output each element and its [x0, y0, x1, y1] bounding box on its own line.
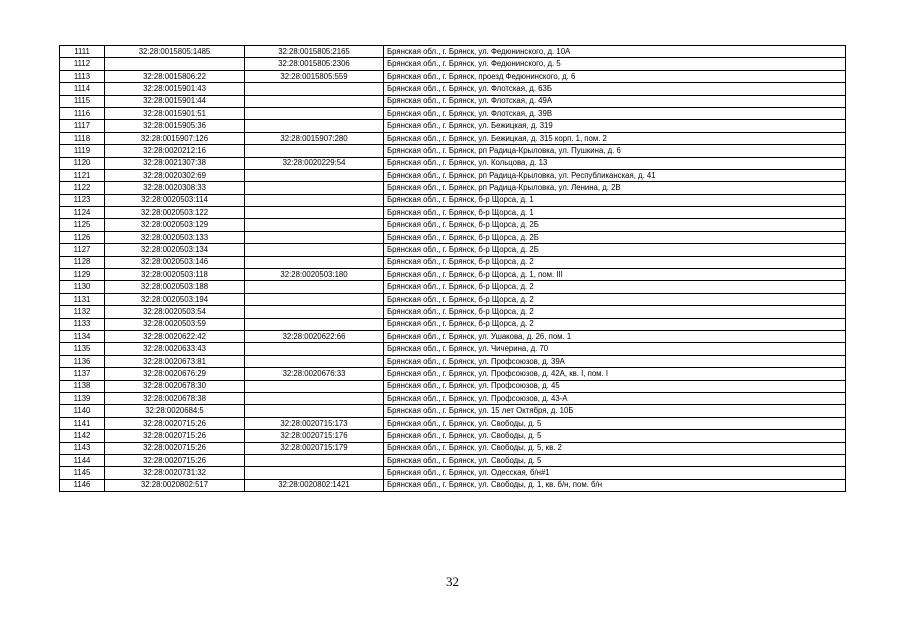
- premises-cadastral-number-cell: 32:28:0020622:66: [245, 330, 384, 342]
- row-number-cell: 1135: [60, 343, 105, 355]
- address-cell: Брянская обл., г. Брянск, б-р Щорса, д. 2: [384, 306, 846, 318]
- premises-cadastral-number-cell: [245, 120, 384, 132]
- address-cell: Брянская обл., г. Брянск, ул. Федюнинского, д. 10А: [384, 46, 846, 58]
- cadastral-number-cell: 32:28:0020802:517: [105, 479, 245, 491]
- row-number-cell: 1136: [60, 355, 105, 367]
- premises-cadastral-number-cell: [245, 454, 384, 466]
- cadastral-number-cell: 32:28:0015901:44: [105, 95, 245, 107]
- row-number-cell: 1139: [60, 392, 105, 404]
- cadastral-number-cell: 32:28:0015907:126: [105, 132, 245, 144]
- table-row: [60, 293, 846, 305]
- address-cell: Брянская обл., г. Брянск, ул. Свободы, д. 5: [384, 430, 846, 442]
- address-cell: Брянская обл., г. Брянск, ул. Профсоюзов, д. 42А, кв. I, пом. I: [384, 368, 846, 380]
- row-number-cell: 1119: [60, 145, 105, 157]
- address-cell: Брянская обл., г. Брянск, ул. Федюнинского, д. 5: [384, 58, 846, 70]
- premises-cadastral-number-cell: 32:28:0020715:173: [245, 417, 384, 429]
- cadastral-number-cell: 32:28:0020678:38: [105, 392, 245, 404]
- cadastral-number-cell: 32:28:0015901:43: [105, 83, 245, 95]
- address-cell: Брянская обл., г. Брянск, ул. Ушакова, д. 26, пом. 1: [384, 330, 846, 342]
- table-row: [60, 58, 846, 70]
- premises-cadastral-number-cell: 32:28:0020715:176: [245, 430, 384, 442]
- premises-cadastral-number-cell: [245, 207, 384, 219]
- row-number-cell: 1125: [60, 219, 105, 231]
- address-cell: Брянская обл., г. Брянск, ул. 15 лет Октября, д. 10Б: [384, 405, 846, 417]
- table-row: [60, 207, 846, 219]
- table-row: [60, 355, 846, 367]
- address-cell: Брянская обл., г. Брянск, ул. Бежицкая, д. 319: [384, 120, 846, 132]
- row-number-cell: 1129: [60, 269, 105, 281]
- cadastral-number-cell: 32:28:0020715:26: [105, 417, 245, 429]
- cadastral-number-cell: 32:28:0020503:194: [105, 293, 245, 305]
- row-number-cell: 1134: [60, 330, 105, 342]
- address-cell: Брянская обл., г. Брянск, ул. Свободы, д. 5, кв. 2: [384, 442, 846, 454]
- address-cell: Брянская обл., г. Брянск, ул. Свободы, д. 5: [384, 454, 846, 466]
- property-table: [59, 45, 846, 492]
- premises-cadastral-number-cell: [245, 318, 384, 330]
- address-cell: Брянская обл., г. Брянск, рп Радица-Крыловка, ул. Республиканская, д. 41: [384, 169, 846, 181]
- table-row: [60, 256, 846, 268]
- property-table-body: [60, 46, 846, 492]
- table-row: [60, 368, 846, 380]
- table-row: [60, 244, 846, 256]
- address-cell: Брянская обл., г. Брянск, ул. Бежицкая, д. 315 корп. 1, пом. 2: [384, 132, 846, 144]
- address-cell: Брянская обл., г. Брянск, б-р Щорса, д. 1, пом. III: [384, 269, 846, 281]
- premises-cadastral-number-cell: [245, 231, 384, 243]
- table-row: [60, 194, 846, 206]
- cadastral-number-cell: 32:28:0021307:38: [105, 157, 245, 169]
- row-number-cell: 1141: [60, 417, 105, 429]
- table-row: [60, 46, 846, 58]
- table-row: [60, 430, 846, 442]
- table-row: [60, 306, 846, 318]
- address-cell: Брянская обл., г. Брянск, ул. Профсоюзов, д. 45: [384, 380, 846, 392]
- cadastral-number-cell: 32:28:0020633:43: [105, 343, 245, 355]
- cadastral-number-cell: 32:28:0020715:26: [105, 454, 245, 466]
- row-number-cell: 1123: [60, 194, 105, 206]
- address-cell: Брянская обл., г. Брянск, ул. Одесская, б/н#1: [384, 467, 846, 479]
- row-number-cell: 1130: [60, 281, 105, 293]
- table-row: [60, 318, 846, 330]
- row-number-cell: 1133: [60, 318, 105, 330]
- address-cell: Брянская обл., г. Брянск, б-р Щорса, д. 1: [384, 207, 846, 219]
- table-row: [60, 269, 846, 281]
- address-cell: Брянская обл., г. Брянск, б-р Щорса, д. 2: [384, 281, 846, 293]
- row-number-cell: 1138: [60, 380, 105, 392]
- table-row: [60, 442, 846, 454]
- address-cell: Брянская обл., г. Брянск, рп Радица-Крыловка, ул. Пушкина, д. 6: [384, 145, 846, 157]
- premises-cadastral-number-cell: [245, 169, 384, 181]
- row-number-cell: 1117: [60, 120, 105, 132]
- row-number-cell: 1111: [60, 46, 105, 58]
- premises-cadastral-number-cell: [245, 405, 384, 417]
- address-cell: Брянская обл., г. Брянск, рп Радица-Крыловка, ул. Ленина, д. 2В: [384, 182, 846, 194]
- cadastral-number-cell: 32:28:0020308:33: [105, 182, 245, 194]
- table-row: [60, 343, 846, 355]
- table-row: [60, 83, 846, 95]
- address-cell: Брянская обл., г. Брянск, б-р Щорса, д. 2Б: [384, 244, 846, 256]
- page-number: 32: [446, 574, 459, 589]
- row-number-cell: 1122: [60, 182, 105, 194]
- table-row: [60, 392, 846, 404]
- table-row: [60, 182, 846, 194]
- premises-cadastral-number-cell: [245, 467, 384, 479]
- premises-cadastral-number-cell: [245, 380, 384, 392]
- address-cell: Брянская обл., г. Брянск, ул. Профсоюзов, д. 39А: [384, 355, 846, 367]
- address-cell: Брянская обл., г. Брянск, б-р Щорса, д. 2: [384, 293, 846, 305]
- cadastral-number-cell: 32:28:0015901:51: [105, 107, 245, 119]
- row-number-cell: 1144: [60, 454, 105, 466]
- premises-cadastral-number-cell: 32:28:0015805:2306: [245, 58, 384, 70]
- premises-cadastral-number-cell: [245, 281, 384, 293]
- address-cell: Брянская обл., г. Брянск, б-р Щорса, д. 2: [384, 256, 846, 268]
- address-cell: Брянская обл., г. Брянск, ул. Флотская, д. 49А: [384, 95, 846, 107]
- address-cell: Брянская обл., г. Брянск, б-р Щорса, д. 2Б: [384, 219, 846, 231]
- table-row: [60, 417, 846, 429]
- premises-cadastral-number-cell: [245, 145, 384, 157]
- cadastral-number-cell: 32:28:0020731:32: [105, 467, 245, 479]
- premises-cadastral-number-cell: 32:28:0015805:559: [245, 70, 384, 82]
- row-number-cell: 1126: [60, 231, 105, 243]
- premises-cadastral-number-cell: [245, 256, 384, 268]
- premises-cadastral-number-cell: [245, 306, 384, 318]
- premises-cadastral-number-cell: 32:28:0020715:179: [245, 442, 384, 454]
- premises-cadastral-number-cell: [245, 219, 384, 231]
- address-cell: Брянская обл., г. Брянск, ул. Свободы, д. 5: [384, 417, 846, 429]
- cadastral-number-cell: 32:28:0020622:42: [105, 330, 245, 342]
- address-cell: Брянская обл., г. Брянск, б-р Щорса, д. 1: [384, 194, 846, 206]
- address-cell: Брянская обл., г. Брянск, ул. Чичерина, д. 70: [384, 343, 846, 355]
- table-row: [60, 95, 846, 107]
- cadastral-number-cell: 32:28:0020503:133: [105, 231, 245, 243]
- premises-cadastral-number-cell: [245, 194, 384, 206]
- cadastral-number-cell: 32:28:0020684:5: [105, 405, 245, 417]
- row-number-cell: 1137: [60, 368, 105, 380]
- cadastral-number-cell: 32:28:0020503:118: [105, 269, 245, 281]
- table-row: [60, 132, 846, 144]
- cadastral-number-cell: 32:28:0020678:30: [105, 380, 245, 392]
- cadastral-number-cell: 32:28:0020503:146: [105, 256, 245, 268]
- row-number-cell: 1114: [60, 83, 105, 95]
- table-row: [60, 70, 846, 82]
- cadastral-number-cell: 32:28:0020673:81: [105, 355, 245, 367]
- row-number-cell: 1115: [60, 95, 105, 107]
- table-row: [60, 157, 846, 169]
- cadastral-number-cell: [105, 58, 245, 70]
- cadastral-number-cell: 32:28:0015806:22: [105, 70, 245, 82]
- row-number-cell: 1120: [60, 157, 105, 169]
- table-row: [60, 330, 846, 342]
- premises-cadastral-number-cell: [245, 244, 384, 256]
- row-number-cell: 1131: [60, 293, 105, 305]
- table-row: [60, 231, 846, 243]
- premises-cadastral-number-cell: [245, 83, 384, 95]
- cadastral-number-cell: 32:28:0020302:69: [105, 169, 245, 181]
- row-number-cell: 1132: [60, 306, 105, 318]
- row-number-cell: 1118: [60, 132, 105, 144]
- row-number-cell: 1112: [60, 58, 105, 70]
- premises-cadastral-number-cell: [245, 107, 384, 119]
- cadastral-number-cell: 32:28:0020503:114: [105, 194, 245, 206]
- address-cell: Брянская обл., г. Брянск, проезд Федюнинского, д. 6: [384, 70, 846, 82]
- address-cell: Брянская обл., г. Брянск, ул. Флотская, д. 39В: [384, 107, 846, 119]
- row-number-cell: 1113: [60, 70, 105, 82]
- row-number-cell: 1124: [60, 207, 105, 219]
- premises-cadastral-number-cell: [245, 355, 384, 367]
- table-row: [60, 107, 846, 119]
- address-cell: Брянская обл., г. Брянск, б-р Щорса, д. 2: [384, 318, 846, 330]
- cadastral-number-cell: 32:28:0020503:134: [105, 244, 245, 256]
- table-row: [60, 120, 846, 132]
- cadastral-number-cell: 32:28:0020715:26: [105, 430, 245, 442]
- premises-cadastral-number-cell: [245, 392, 384, 404]
- row-number-cell: 1143: [60, 442, 105, 454]
- table-row: [60, 479, 846, 491]
- row-number-cell: 1142: [60, 430, 105, 442]
- premises-cadastral-number-cell: 32:28:0015907:280: [245, 132, 384, 144]
- table-row: [60, 219, 846, 231]
- cadastral-number-cell: 32:28:0020212:16: [105, 145, 245, 157]
- table-row: [60, 380, 846, 392]
- row-number-cell: 1145: [60, 467, 105, 479]
- premises-cadastral-number-cell: 32:28:0020676:33: [245, 368, 384, 380]
- premises-cadastral-number-cell: 32:28:0020503:180: [245, 269, 384, 281]
- address-cell: Брянская обл., г. Брянск, ул. Флотская, д. 63Б: [384, 83, 846, 95]
- cadastral-number-cell: 32:28:0015805:1485: [105, 46, 245, 58]
- row-number-cell: 1146: [60, 479, 105, 491]
- cadastral-number-cell: 32:28:0020503:122: [105, 207, 245, 219]
- table-row: [60, 281, 846, 293]
- row-number-cell: 1128: [60, 256, 105, 268]
- premises-cadastral-number-cell: 32:28:0015805:2165: [245, 46, 384, 58]
- cadastral-number-cell: 32:28:0020676:29: [105, 368, 245, 380]
- premises-cadastral-number-cell: [245, 95, 384, 107]
- row-number-cell: 1127: [60, 244, 105, 256]
- table-row: [60, 454, 846, 466]
- cadastral-number-cell: 32:28:0015905:36: [105, 120, 245, 132]
- address-cell: Брянская обл., г. Брянск, ул. Кольцова, д. 13: [384, 157, 846, 169]
- row-number-cell: 1121: [60, 169, 105, 181]
- row-number-cell: 1140: [60, 405, 105, 417]
- cadastral-number-cell: 32:28:0020503:188: [105, 281, 245, 293]
- row-number-cell: 1116: [60, 107, 105, 119]
- table-row: [60, 145, 846, 157]
- premises-cadastral-number-cell: 32:28:0020229:54: [245, 157, 384, 169]
- premises-cadastral-number-cell: [245, 182, 384, 194]
- table-row: [60, 405, 846, 417]
- premises-cadastral-number-cell: 32:28:0020802:1421: [245, 479, 384, 491]
- cadastral-number-cell: 32:28:0020503:54: [105, 306, 245, 318]
- table-row: [60, 169, 846, 181]
- premises-cadastral-number-cell: [245, 293, 384, 305]
- address-cell: Брянская обл., г. Брянск, ул. Свободы, д. 1, кв. б/н, пом. б/н: [384, 479, 846, 491]
- address-cell: Брянская обл., г. Брянск, ул. Профсоюзов, д. 43-А: [384, 392, 846, 404]
- table-row: [60, 467, 846, 479]
- address-cell: Брянская обл., г. Брянск, б-р Щорса, д. 2Б: [384, 231, 846, 243]
- premises-cadastral-number-cell: [245, 343, 384, 355]
- cadastral-number-cell: 32:28:0020503:129: [105, 219, 245, 231]
- cadastral-number-cell: 32:28:0020503:59: [105, 318, 245, 330]
- cadastral-number-cell: 32:28:0020715:26: [105, 442, 245, 454]
